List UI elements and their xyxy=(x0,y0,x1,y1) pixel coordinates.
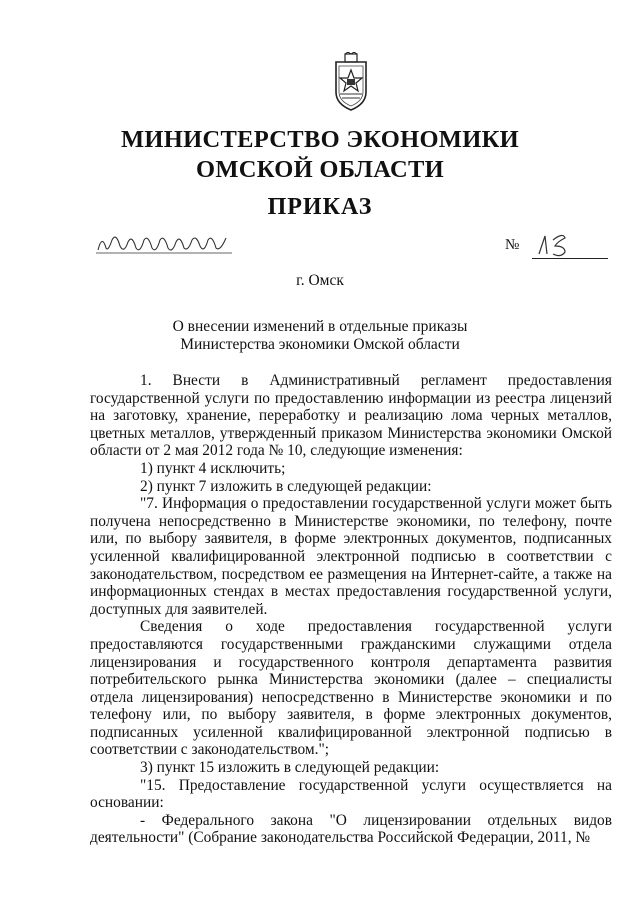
body-paragraph: "7. Информация о предоставлении государственной услуги может быть получена непосредственно в Министерстве экономики, по телефону, почте или, по выбору заявителя, в форме электронных документов, подписанных усиленной квалифицированной электронной подписью в соответствии с законодательством, посредством ее размещения на Интернет-сайте, а также на информационных стендах в местах предоставления государственной услуги, доступных для заявителей. xyxy=(90,495,612,618)
doc-type-title: ПРИКАЗ xyxy=(267,194,373,220)
order-number-label: № xyxy=(505,237,520,253)
order-number-underline xyxy=(532,258,608,259)
order-subject xyxy=(0,318,640,354)
body-paragraph: 1) пункт 4 исключить; xyxy=(140,459,286,477)
body-paragraph: - Федерального закона "О лицензировании отдельных видов деятельности" (Собрание законодательства Российской Федерации, 2011, № xyxy=(90,811,612,847)
ministry-title xyxy=(0,125,640,185)
handwritten-date-signature xyxy=(94,228,234,258)
body-paragraph: Сведения о ходе предоставления государственной услуги предоставляются государственными гражданскими служащими отдела лицензирования и государственного контроля департамента развития потребительского рынка Министерства экономики (далее – специалисты отдела лицензирования) непосредственно в Министерстве экономики и по телефону или, по выбору заявителя, в форме электронных документов, подписанных усиленной квалифицированной электронной подписью в соответствии с законодательством."; xyxy=(90,618,612,759)
subject-line1: О внесении изменений в отдельные приказы xyxy=(172,318,468,335)
subject-line2: Министерства экономики Омской области xyxy=(180,336,460,353)
body-paragraph: "15. Предоставление государственной услуги осуществляется на основании: xyxy=(90,776,612,812)
ministry-title-line2: ОМСКОЙ ОБЛАСТИ xyxy=(196,156,444,183)
coat-of-arms-icon xyxy=(330,52,372,112)
ministry-title-line1: МИНИСТЕРСТВО ЭКОНОМИКИ xyxy=(120,126,520,153)
body-paragraph: 2) пункт 7 изложить в следующей редакции: xyxy=(140,477,432,495)
city-label: г. Омск xyxy=(296,272,344,289)
body-paragraph: 1. Внести в Административный регламент предоставления государственной услуги по предоставлению информации из реестра лицензий на заготовку, хранение, переработку и реализацию лома черных металлов, цветных металлов, утвержденный приказом Министерства экономики Омской области от 2 мая 2012 года № 10, следующие изменения: xyxy=(90,372,612,460)
body-paragraph: 3) пункт 15 изложить в следующей редакции: xyxy=(140,759,440,777)
order-body xyxy=(90,372,612,847)
handwritten-number-signature xyxy=(535,230,575,260)
